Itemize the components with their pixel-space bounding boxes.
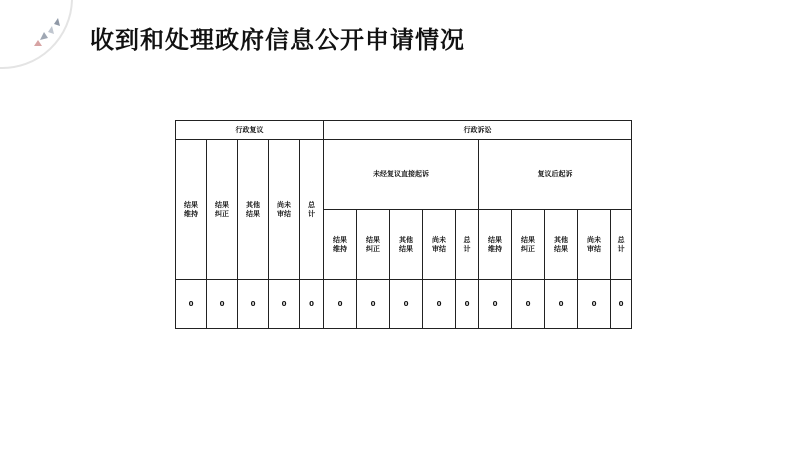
value-cell: 0 <box>207 280 238 329</box>
after-review-col-header: 尚未审结 <box>578 210 611 280</box>
value-cell: 0 <box>300 280 324 329</box>
value-cell: 0 <box>545 280 578 329</box>
value-cell: 0 <box>269 280 300 329</box>
review-col-header: 其他结果 <box>238 140 269 280</box>
after-review-suit-header: 复议后起诉 <box>479 140 632 210</box>
after-review-col-header: 其他结果 <box>545 210 578 280</box>
review-col-header: 结果纠正 <box>207 140 238 280</box>
value-cell: 0 <box>238 280 269 329</box>
value-cell: 0 <box>357 280 390 329</box>
value-cell: 0 <box>611 280 632 329</box>
direct-suit-col-header: 结果纠正 <box>357 210 390 280</box>
review-col-header: 结果维持 <box>176 140 207 280</box>
review-col-header: 尚未审结 <box>269 140 300 280</box>
direct-suit-header: 未经复议直接起诉 <box>324 140 479 210</box>
after-review-col-header: 结果纠正 <box>512 210 545 280</box>
value-cell: 0 <box>512 280 545 329</box>
value-cell: 0 <box>176 280 207 329</box>
after-review-col-header: 结果维持 <box>479 210 512 280</box>
value-cell: 0 <box>456 280 479 329</box>
value-cell: 0 <box>423 280 456 329</box>
admin-review-header: 行政复议 <box>176 121 324 140</box>
page-title: 收到和处理政府信息公开申请情况 <box>90 26 465 54</box>
value-cell: 0 <box>324 280 357 329</box>
direct-suit-col-header: 总计 <box>456 210 479 280</box>
direct-suit-col-header: 结果维持 <box>324 210 357 280</box>
direct-suit-col-header: 尚未审结 <box>423 210 456 280</box>
statistics-table <box>175 120 632 329</box>
value-cell: 0 <box>578 280 611 329</box>
direct-suit-col-header: 其他结果 <box>390 210 423 280</box>
after-review-col-header: 总计 <box>611 210 632 280</box>
value-cell: 0 <box>390 280 423 329</box>
admin-litigation-header: 行政诉讼 <box>324 121 632 140</box>
value-cell: 0 <box>479 280 512 329</box>
review-col-header: 总计 <box>300 140 324 280</box>
corner-decoration <box>0 0 90 80</box>
